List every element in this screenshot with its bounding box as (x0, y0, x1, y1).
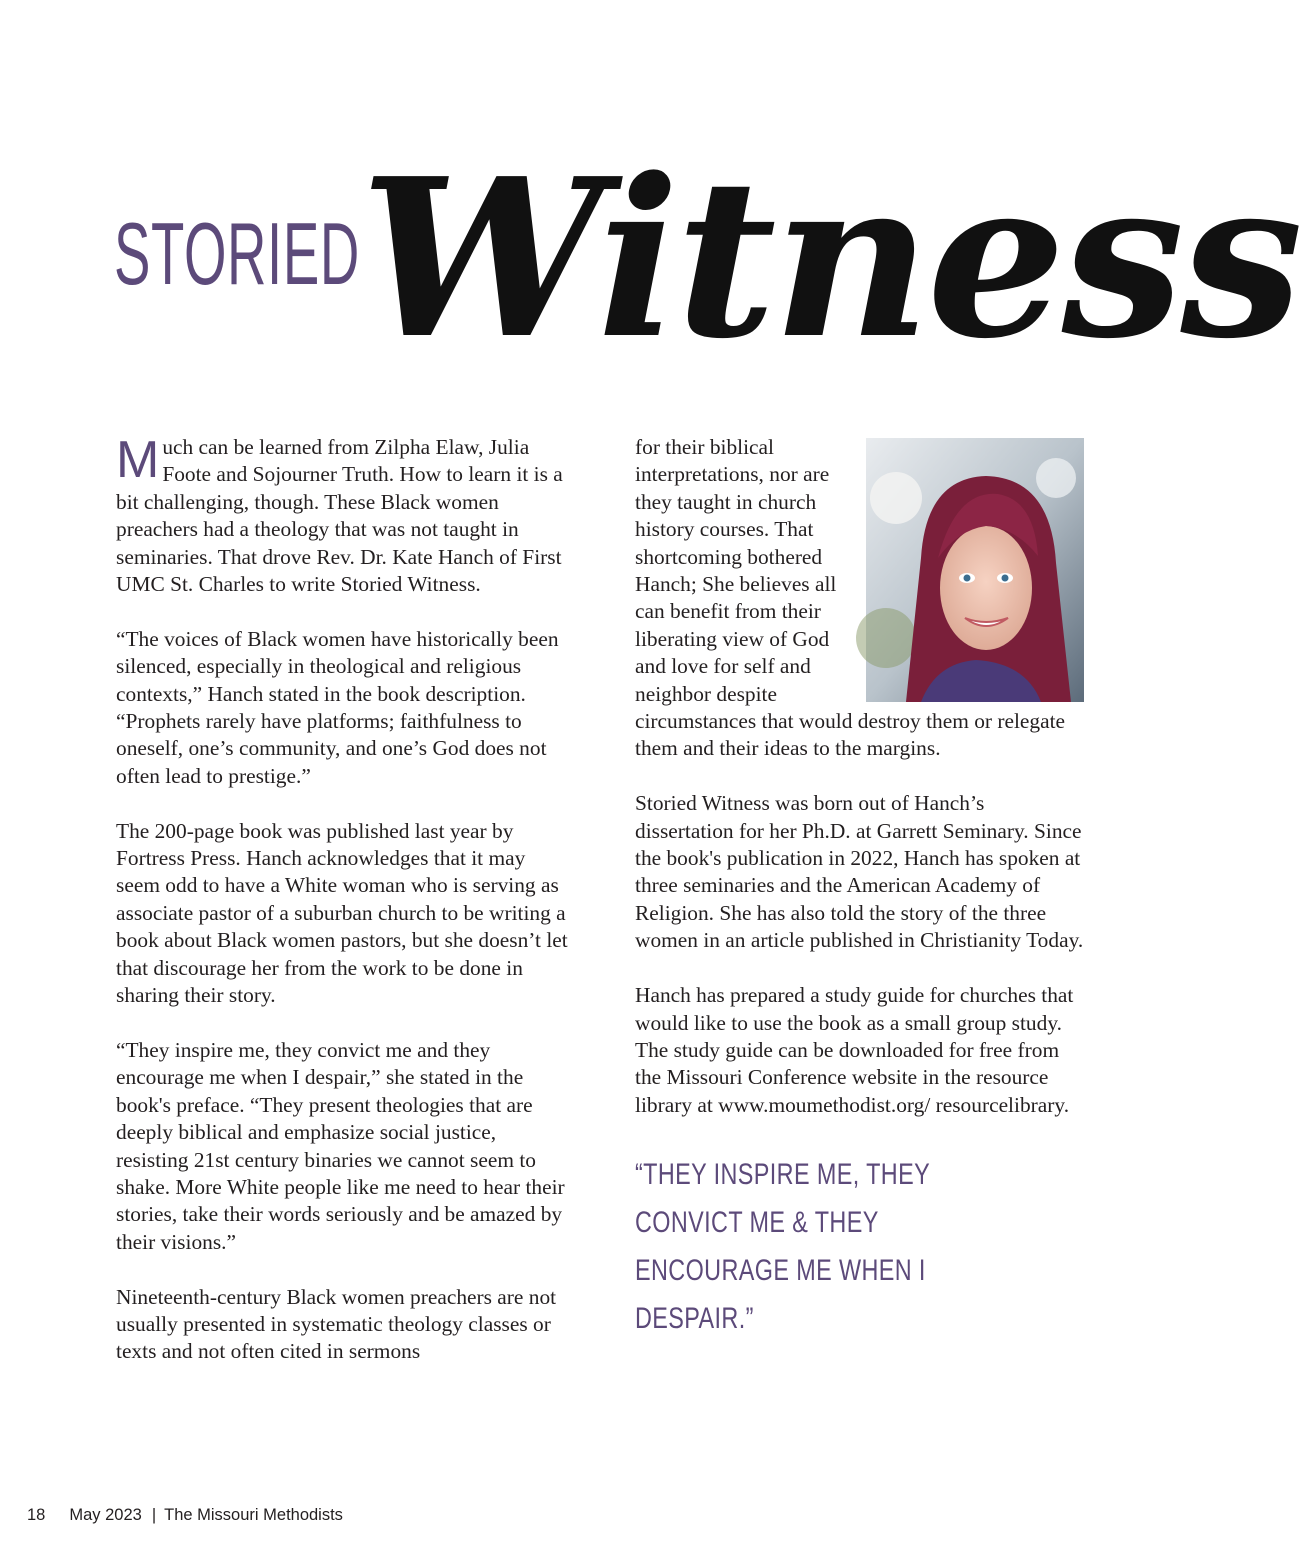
paragraph-1 (116, 431, 568, 598)
page-number: 18 (27, 1506, 46, 1524)
paragraph-6: for their biblical interpretations, nor are they taught in church history courses. That shortcoming bothered Hanch; She believes all can benefit from their liberating view of God and love for self and neighbor despite circumstances that would destroy them or relegate them and their ideas to the margins. (635, 435, 1066, 761)
paragraph-3: The 200-page book was published last year by Fortress Press. Hanch acknowledges that it may seem odd to have a White woman who is serving as associate pastor of a suburban church to be writing a book about Black women pastors, but she doesn’t let that discourage her from the work to be done in sharing their story. (116, 818, 568, 1008)
title-storied: STORIED (114, 204, 360, 303)
paragraph-8: Hanch has prepared a study guide for churches that would like to use the book as a small group study. The study guide can be downloaded for free from the Missouri Conference website in the resource library at www.moumethodist.org/ resourcelibrary. (635, 983, 1074, 1117)
footer-separator: | (151, 1506, 157, 1524)
article-right-column (635, 434, 1087, 1343)
publication-name: The Missouri Methodists (164, 1506, 343, 1524)
paragraph-7: Storied Witness was born out of Hanch’s dissertation for her Ph.D. at Garrett Seminary. Since the book's publication in 2022, Hanch has spoken at three seminaries and the American Academy of Religion. She has also told the story of the three women in an article published in Christianity Today. (635, 791, 1084, 953)
drop-cap: M (116, 431, 160, 489)
paragraph-1-text: uch can be learned from Zilpha Elaw, Julia Foote and Sojourner Truth. How to learn it is a bit challenging, though. These Black women preachers had a theology that was not taught in seminaries. That drove Rev. Dr. Kate Hanch of First UMC St. Charles to write Storied Witness. (116, 435, 563, 597)
pull-quote: “THEY INSPIRE ME, THEY CONVICT ME & THEY ENCOURAGE ME WHEN I DESPAIR.” (635, 1158, 930, 1336)
title-witness: Witness (360, 131, 1299, 387)
paragraph-2: “The voices of Black women have historically been silenced, especially in theological and religious contexts,” Hanch stated in the book description. “Prophets rarely have platforms; faithfulness to oneself, one’s community, and one’s God does not often lead to prestige.” (116, 626, 559, 788)
paragraph-4: “They inspire me, they convict me and they encourage me when I despair,” she stated in the book's preface. “They present theologies that are deeply biblical and emphasize social justice, resisting 21st century binaries we cannot seem to shake. More White people like me need to hear their stories, take their words seriously and be amazed by their visions.” (116, 1037, 565, 1254)
paragraph-5: Nineteenth-century Black women preachers are not usually presented in systematic theology classes or texts and not often cited in sermons (116, 1284, 557, 1364)
page-footer (27, 1506, 367, 1525)
issue-date: May 2023 (69, 1506, 142, 1524)
article-left-column (116, 431, 568, 1393)
author-photo (866, 438, 1084, 702)
